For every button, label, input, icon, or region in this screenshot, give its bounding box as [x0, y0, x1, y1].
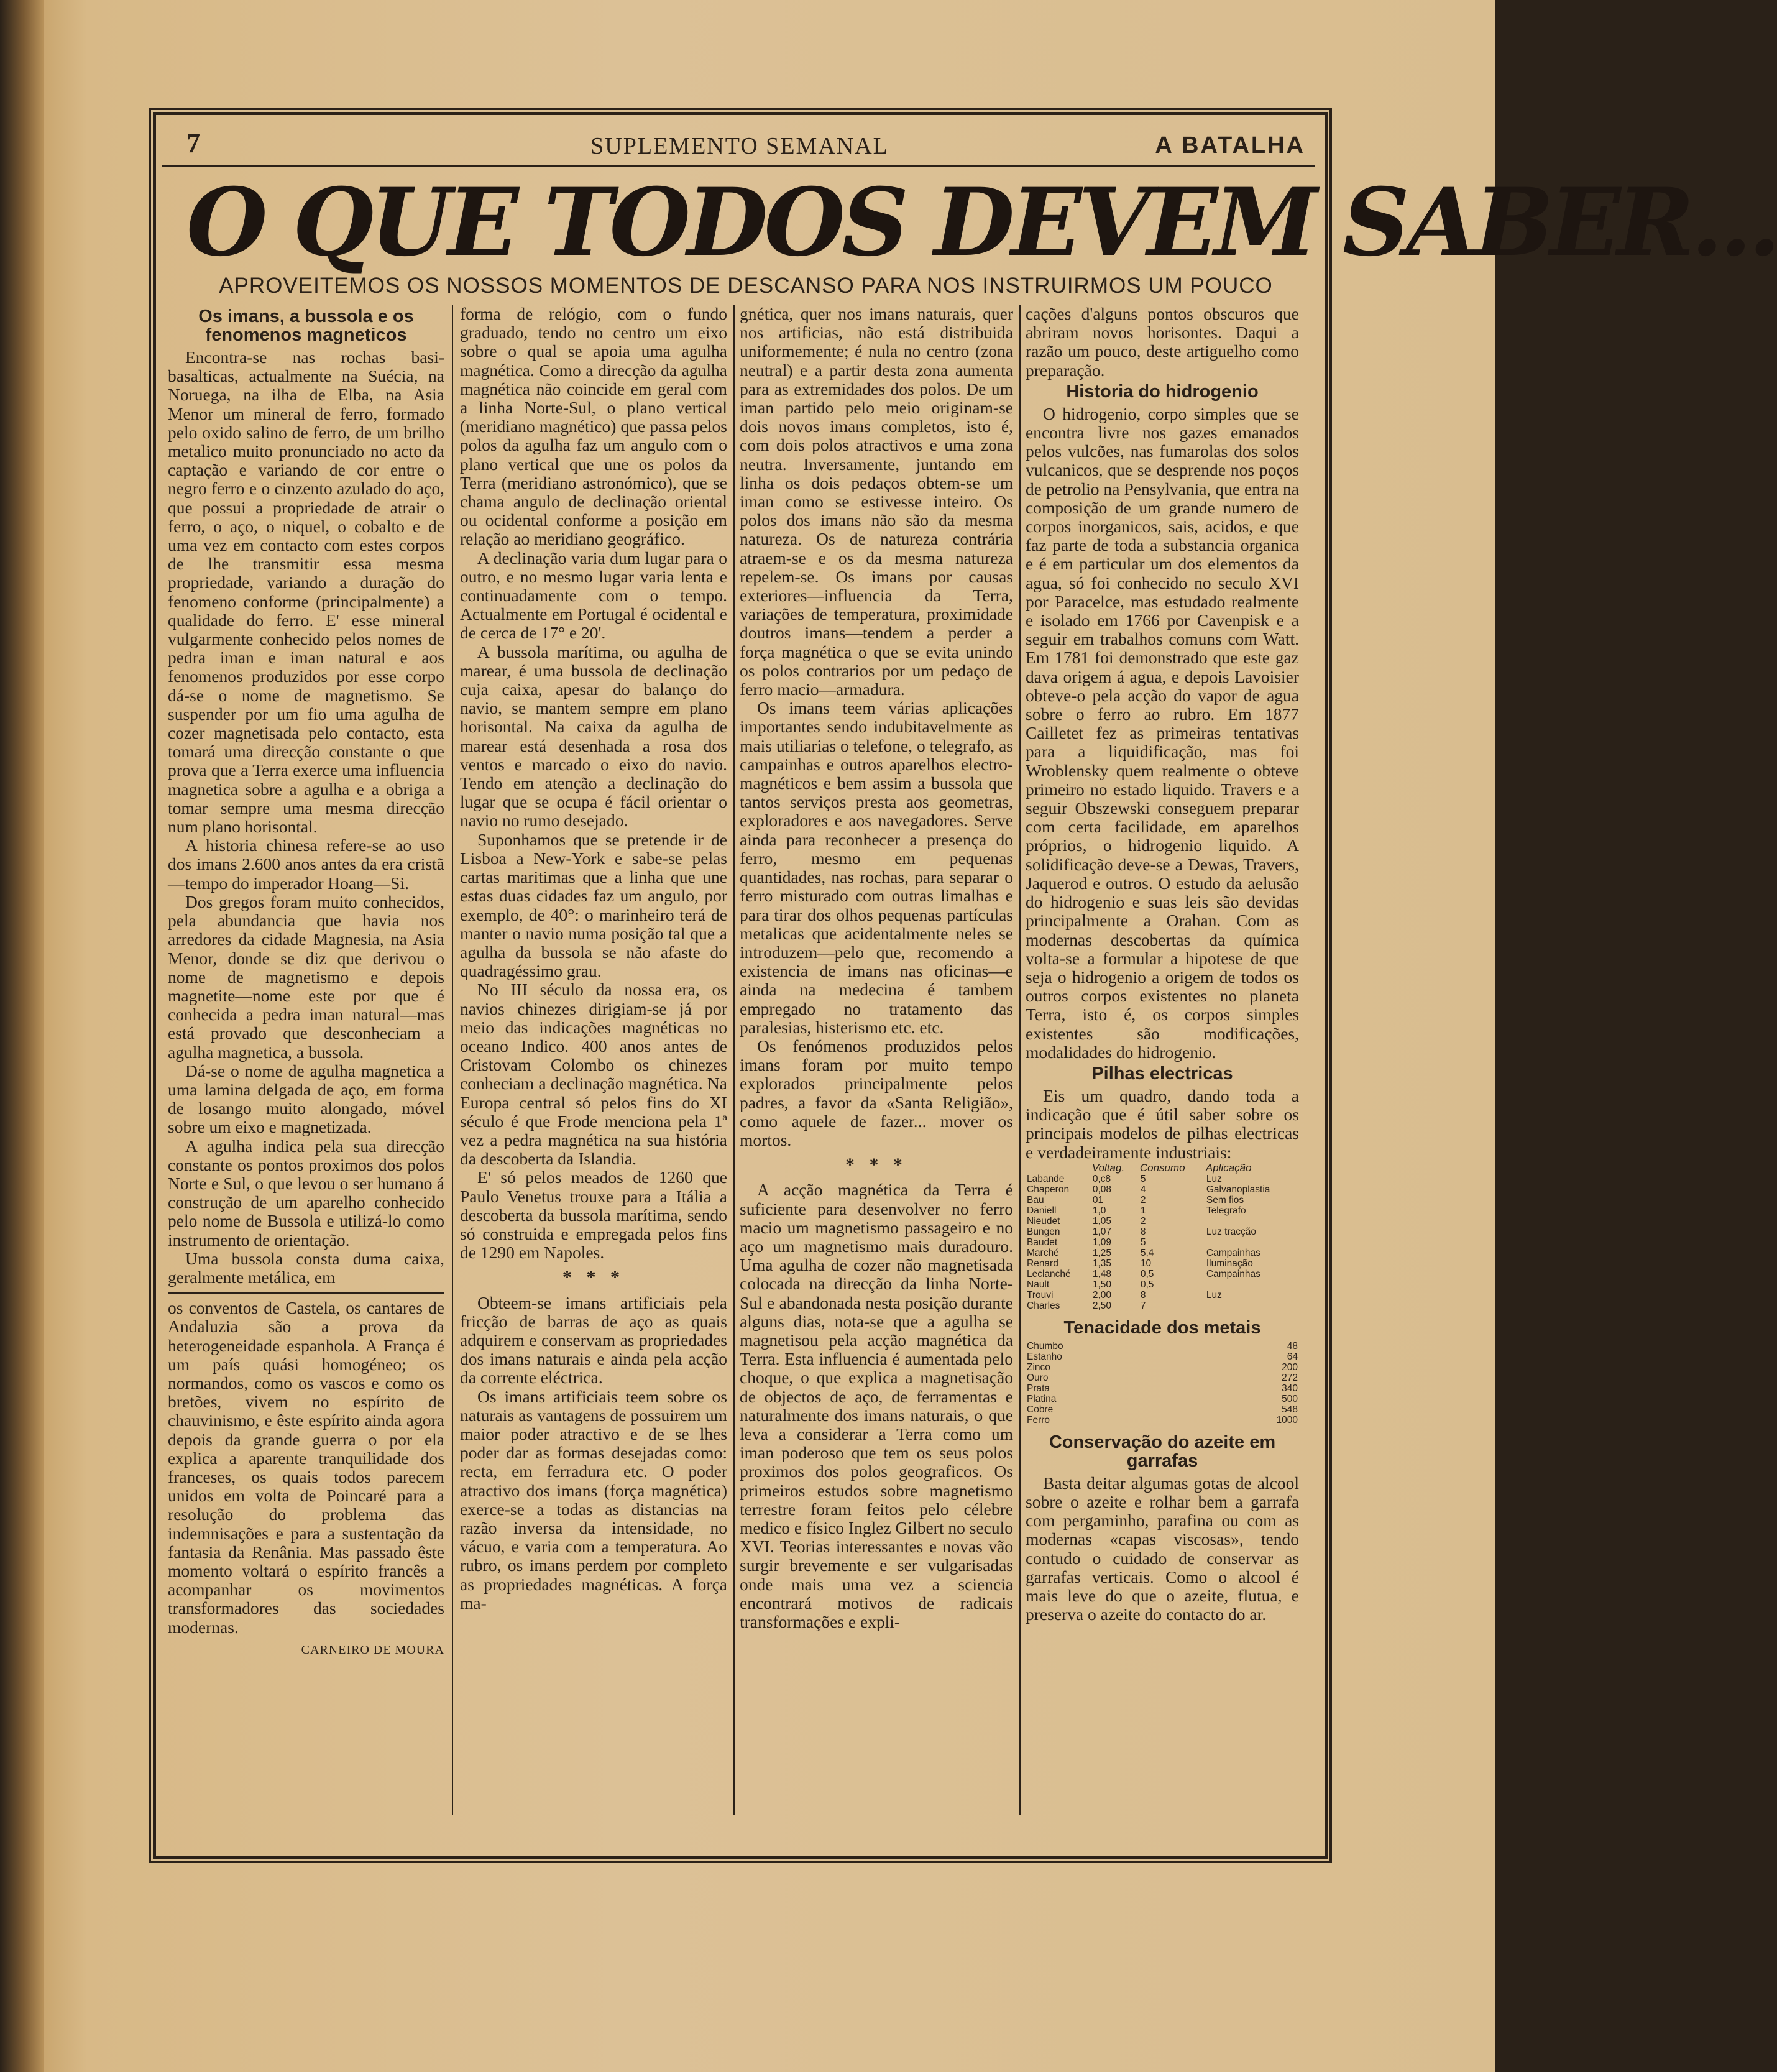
continued-article: os conventos de Castela, os cantares de Andaluzia são a prova da heterogeneidade espanhola. A França é um país quási homogéneo; os normandos, como os vascos e como os bretões, vivem no espírito de chauvinismo, e êste espírito ainda agora depois da grande guerra o por ela explica a aparente tranquilidade dos franceses, os quais todos parecem unidos em volta de Poincaré para a resolução do problema das indemnisações e para a sustentação da fantasia da Renânia. Mas passado êste momento voltará o espírito francês a acompanhar os movimentos transformadores das sociedades modernas. — [168, 1298, 444, 1637]
table-row — [1026, 1174, 1299, 1184]
column-1 — [168, 305, 444, 1821]
header-rule — [162, 165, 1315, 167]
paragraph: Uma bussola consta duma caixa, geralmente metálica, em — [168, 1248, 444, 1287]
paragraph: A agulha indica pela sua direcção constante os pontos proximos dos polos Norte e Sul, o que levou o ser humano á construção de um aparelho conhecido pelo nome de Bussola e utilizá-lo como instrumento de orientação. — [168, 1136, 444, 1250]
table-cell: Luz — [1206, 1173, 1222, 1184]
tenacity-table — [1026, 1341, 1299, 1425]
table-cell: 2 — [1140, 1194, 1146, 1205]
table-cell: 500 — [1282, 1393, 1298, 1404]
table-cell: 272 — [1282, 1372, 1298, 1383]
footer-rule — [153, 1856, 1328, 1858]
paragraph: A historia chinesa refere-se ao uso dos imans 2.600 anos antes da era cristã—tempo do imperador Hoang—Si. — [168, 836, 444, 893]
paragraph: gnética, quer nos imans naturais, quer nos artificias, não está distribuida uniformemente; é nula no centro (zona neutral) e a partir desta zona aumenta para as extremidades dos polos. De um iman partido pelo meio originam-se dois novos imans completos, isto é, com dois polos atractivos e uma zona neutra. Inversamente, juntando em linha os dois pedaços obtem-se um iman como se estivesse inteiro. Os polos dos imans não são da mesma natureza. Os de natureza contrária atraem-se e os da mesma natureza repelem-se. Os imans por causas exteriores—influencia da Terra, variações de temperatura, proximidade doutros imans—tendem a perder a força magnética o que se evita unindo os polos contrarios por um pedaço de ferro macio—armadura. — [740, 304, 1013, 699]
table-cell: Campainhas — [1206, 1247, 1260, 1258]
table-header-row — [1026, 1162, 1299, 1174]
table-cell: 1,0 — [1092, 1205, 1106, 1216]
table-cell: 0,08 — [1092, 1184, 1112, 1195]
table-cell: 64 — [1287, 1351, 1298, 1362]
table-row — [1026, 1269, 1299, 1279]
paragraph: cações d'alguns pontos obscuros que abriram novos horisontes. Daqui a razão um pouco, deste artiguelho como preparação. — [1026, 304, 1299, 380]
table-row — [1026, 1184, 1299, 1195]
table-header: Consumo — [1139, 1161, 1185, 1174]
table-cell: 7 — [1140, 1300, 1146, 1311]
table-row — [1026, 1383, 1299, 1394]
table-cell: Chaperon — [1027, 1184, 1070, 1195]
table-cell: 5,4 — [1140, 1247, 1154, 1258]
table-row — [1026, 1216, 1299, 1227]
newspaper-name: A BATALHA — [1155, 132, 1305, 159]
table-row — [1026, 1301, 1299, 1311]
paragraph: Suponhamos que se pretende ir de Lisboa a New-York e sabe-se pelas cartas maritimas que a linha que une estas duas cidades faz um angulo, por exemplo, de 40°: o marinheiro terá de manter o navio numa posição tal que a agulha da bussola se não afaste do quadragéssimo grau. — [460, 829, 727, 981]
table-cell: 10 — [1140, 1258, 1152, 1269]
paragraph: A acção magnética da Terra é suficiente para desenvolver no ferro macio um magnetismo passageiro e no aço um magnetismo mais duradouro. Uma agulha de cozer não magnetisada colocada na direcção da linha Norte-Sul e abandonada nesta posição durante alguns dias, nota-se que a agulha se magnetisou pela acção magnética da Terra. Esta influencia é aumentada pelo choque, o que explica a magnetisação de objectos de aço, de ferramentas e naturalmente dos imans naturais, o que leva a considerar a Terra como um iman poderoso que tem os seus polos proximos dos polos geograficos. Os primeiros estudos sobre magnetismo terrestre foram feitos pelo célebre medico e físico Inglez Gilbert no seculo XVI. Teorias interessantes e novas vão surgir brevemente e ser vulgarisadas onde mais uma vez a sciencia encontrará motivos de radicais transformações e expli- — [740, 1180, 1013, 1632]
hydrogen-title: Historia do hidrogenio — [1066, 381, 1259, 402]
table-cell: 548 — [1282, 1404, 1298, 1415]
table-row — [1026, 1248, 1299, 1258]
table-cell: Ferro — [1027, 1414, 1050, 1425]
table-cell: Campainhas — [1206, 1268, 1260, 1279]
table-header: Aplicação — [1205, 1161, 1252, 1174]
subheadline: APROVEITEMOS OS NOSSOS MOMENTOS DE DESCANSO PARA NOS INSTRUIRMOS UM POUCO — [219, 274, 1273, 298]
paragraph: E' só pelos meados de 1260 que Paulo Venetus trouxe para a Itália a descoberta da bussola marítima, sendo só construida e empregada pelos fins de 1290 em Napoles. — [460, 1167, 727, 1263]
column-4 — [1026, 305, 1299, 1821]
paragraph: O hidrogenio, corpo simples que se encontra livre nos gazes emanados pelos vulcões, nas fumarolas dos solos vulcanicos, que se desprende nos poços de petrolio na Pensylvania, que entra na composição de um grande numero de corpos inorganicos, sais, acidos, e que faz parte de toda a substancia organica e é em particular um dos elementos da agua, só foi conhecido no seculo XVI por Paracelce, mas estudado realmente e isolado em 1766 por Cavenpisk e a seguir em trabalhos comuns com Watt. Em 1781 foi demonstrado que este gaz dava origem á agua, e depois Lavoisier obteve-o pela acção do vapor de agua sobre o ferro ao rubro. Em 1877 Cailletet fez as primeiras tentativas para a liquidificação, mas foi Wroblensky quem realmente o obteve primeiro no estado liquido. Travers e a seguir Obszewski conseguem preparar com certa facilidade, em aparelhos próprios, o hidrogenio liquido. A solidificação deve-se a Dewas, Travers, Jaquerod e outros. O estudo da aelusão do hidrogenio e suas leis são devidas principalmente a Orahan. Com as modernas descobertas da química volta-se a formular a hipotese de que seja o hidrogenio a origem de todos os outros corpos existentes no planeta Terra, isto é, os corpos simples existentes são modificações, modalidades do hidrogenio. — [1026, 403, 1299, 1062]
table-row — [1026, 1279, 1299, 1290]
table-cell: Chumbo — [1027, 1340, 1063, 1351]
table-cell: Bungen — [1027, 1226, 1060, 1237]
table-cell: Charles — [1027, 1300, 1060, 1311]
table-cell: 1,48 — [1092, 1268, 1112, 1279]
table-cell: Renard — [1027, 1258, 1058, 1269]
paragraph: Obteem-se imans artificiais pela fricção de barras de aço as quais adquirem e conservam as propriedades dos imans naturais e ainda pela acção da corrente eléctrica. — [460, 1292, 727, 1388]
table-row — [1026, 1290, 1299, 1301]
table-cell: Prata — [1027, 1383, 1050, 1394]
table-cell: Baudet — [1027, 1236, 1058, 1248]
column-rule — [452, 305, 453, 1815]
article-title: Os imans, a bussola e os fenomenos magneticos — [198, 306, 414, 345]
table-row — [1026, 1341, 1299, 1351]
column-2 — [460, 305, 727, 1821]
batteries-table — [1026, 1162, 1299, 1311]
table-row — [1026, 1373, 1299, 1383]
table-cell: 340 — [1282, 1383, 1298, 1394]
table-cell: Sem fios — [1206, 1194, 1244, 1205]
table-row — [1026, 1362, 1299, 1373]
table-row — [1026, 1351, 1299, 1362]
table-cell: Zinco — [1027, 1361, 1050, 1373]
table-cell — [1205, 1237, 1299, 1248]
table-cell: 1,07 — [1092, 1226, 1112, 1237]
page-spine — [0, 0, 44, 2072]
table-cell: 1,35 — [1092, 1258, 1112, 1269]
table-row — [1026, 1195, 1299, 1205]
table-cell: 1,25 — [1092, 1247, 1112, 1258]
table-row — [1026, 1404, 1299, 1415]
table-cell: 0,5 — [1140, 1279, 1154, 1290]
table-cell: 2,00 — [1092, 1289, 1112, 1301]
table-row — [1026, 1227, 1299, 1237]
table-cell: Labande — [1027, 1173, 1065, 1184]
page-header — [174, 127, 1305, 165]
table-cell: 5 — [1140, 1173, 1146, 1184]
table-row — [1026, 1394, 1299, 1404]
table-header — [1026, 1162, 1091, 1174]
table-cell: Estanho — [1027, 1351, 1062, 1362]
table-cell: 1000 — [1276, 1414, 1298, 1425]
batteries-title: Pilhas electricas — [1091, 1063, 1233, 1084]
table-cell: Trouvi — [1027, 1289, 1054, 1301]
paragraph: forma de relógio, com o fundo graduado, tendo no centro um eixo sobre o qual se apoia uma agulha magnética. Como a direcção da agulha magnética não coincide em geral com a linha Norte-Sul, o plano vertical (meridiano magnético) que passa pelos polos da agulha faz um angulo com o plano vertical que une os polos da Terra (meridiano astronómico), que se chama angulo de declinação oriental ou ocidental conforme a posição em relação ao meridiano geográfico. — [460, 304, 727, 549]
table-cell: Cobre — [1027, 1404, 1054, 1415]
table-cell: Nieudet — [1027, 1215, 1060, 1227]
table-cell: Platina — [1027, 1393, 1057, 1404]
table-cell: Galvanoplastia — [1206, 1184, 1270, 1195]
batteries-table-body — [1026, 1174, 1299, 1311]
table-row — [1026, 1237, 1299, 1248]
table-cell: 4 — [1140, 1184, 1146, 1195]
paragraph: No III século da nossa era, os navios chinezes dirigiam-se já por meio das indicações magnéticas no oceano Indico. 400 anos antes de Cristovam Colombo os chinezes conheciam a declinação magnética. Na Europa central só pelos fins do XI século é que Frode menciona pela 1ª vez a pedra magnética na sua história da descoberta da Islandia. — [460, 980, 727, 1169]
paragraph: Dos gregos foram muito conhecidos, pela abundancia que havia nos arredores da cidade Magnesia, na Asia Menor, donde se diz que derivou o nome de magnetismo e depois magnetite—nome este por que é conhecida a pedra iman natural—mas está provado que desconheciam a agulha magnetica, a bussola. — [168, 891, 444, 1062]
table-cell: Bau — [1027, 1194, 1044, 1205]
table-cell — [1205, 1301, 1299, 1311]
table-cell: Leclanché — [1027, 1268, 1071, 1279]
supplement-title: SUPLEMENTO SEMANAL — [590, 133, 889, 159]
table-cell: Luz — [1206, 1289, 1222, 1301]
table-cell: 1,50 — [1092, 1279, 1112, 1290]
table-cell: Luz tracção — [1206, 1226, 1257, 1237]
paragraph: Os imans artificiais teem sobre os naturais as vantagens de possuirem um maior poder atractivo e de se lhes poder dar as formas desejadas como: recta, em ferradura etc. O poder atractivo dos imans (força magnética) exerce-se a todas as distancias na razão inversa da intensidade, no vácuo, e varia com a temperatura. Ao rubro, os imans perdem por completo as propriedades magnéticas. A força ma- — [460, 1386, 727, 1613]
section-divider — [168, 1292, 444, 1294]
paragraph: Dá-se o nome de agulha magnetica a uma lamina delgada de aço, em forma de losango muito alongado, móvel sobre um eixo e magnetizada. — [168, 1061, 444, 1137]
tenacity-title: Tenacidade dos metais — [1063, 1317, 1261, 1338]
column-rule — [733, 305, 735, 1815]
table-cell: 2,50 — [1092, 1300, 1112, 1311]
table-cell: Nault — [1027, 1279, 1050, 1290]
table-cell: 01 — [1092, 1194, 1104, 1205]
section-separator: * * * — [845, 1154, 907, 1176]
table-cell: 8 — [1140, 1289, 1146, 1301]
headline: O QUE TODOS DEVEM SABER... — [186, 168, 1777, 277]
paragraph: Os imans teem várias aplicações importantes sendo indubitavelmente as mais utiliarias o telefone, o telegrafo, as campainhas e outros aparelhos electro-magnéticos e bem assim a bussola que tantos serviços presta aos geometras, exploradores e aos navegadores. Serve ainda para reconhecer a presença do ferro, mesmo em pequenas quantidades, nas rochas, para separar o ferro misturado com outras limalhas e para tirar dos olhos pequenas partículas metalicas que acidentalmente neles se introduzem—pelo que, recomendo a existencia de imans nas oficinas—e ainda na medecina é tambem empregado no tratamento das paralesias, histerismo etc. etc. — [740, 698, 1013, 1037]
paragraph: Basta deitar algumas gotas de alcool sobre o azeite e rolhar bem a garrafa com pergaminho, parafina ou com as modernas «capas viscosas», tendo contudo o cuidado de conservar as garrafas verticais. Como o alcool é mais leve do que o azeite, flutua, e preserva o azeite do contacto do ar. — [1026, 1473, 1299, 1624]
table-cell: Daniell — [1027, 1205, 1057, 1216]
paragraph: Encontra-se nas rochas basi-basalticas, actualmente na Suécia, na Noruega, na ilha de Elba, na Asia Menor um mineral de ferro, formado pelo oxido salino de ferro, de um brilho metalico muito pronunciado no acto da captação e variando de cor entre o negro ferro e o cinzento azulado do aço, que possui a propriedade de atrair o ferro, o aço, o niquel, o cobalto e de uma vez em contacto com estes corpos de lhe transmitir essa mesma propriedade, variando a duração do fenomeno conforme (principalmente) a qualidade do ferro. E' esse mineral vulgarmente conhecido pelos nomes de pedra iman e iman natural e aos fenomenos produzidos por esse corpo dá-se o nome de magnetismo. Se suspender por um fio uma agulha de cozer magnetisada pelo contacto, esta tomará uma direcção constante o que prova que a Terra exerce uma influencia magnetica sobre a agulha e a obriga a tomar sempre uma mesma direcção num plano horisontal. — [168, 348, 444, 837]
table-cell — [1205, 1216, 1299, 1227]
table-header: Voltag. — [1091, 1161, 1125, 1174]
table-cell: Ouro — [1027, 1372, 1049, 1383]
section-separator: * * * — [562, 1267, 625, 1288]
paragraph: Eis um quadro, dando toda a indicação que é útil saber sobre os principais modelos de pilhas electricas e verdadeiramente industriais: — [1026, 1085, 1299, 1162]
table-row — [1026, 1258, 1299, 1269]
table-row — [1026, 1205, 1299, 1216]
table-cell — [1205, 1279, 1299, 1290]
page-number: 7 — [186, 128, 200, 159]
table-row — [1026, 1415, 1299, 1425]
column-rule — [1019, 305, 1021, 1815]
table-cell: 1,09 — [1092, 1236, 1112, 1248]
table-cell: 0,5 — [1140, 1268, 1154, 1279]
paragraph: Os fenómenos produzidos pelos imans foram por muito tempo explorados principalmente pelos padres, a favor da «Santa Religião», como aquele de fazer... mover os mortos. — [740, 1036, 1013, 1149]
paragraph: A declinação varia dum lugar para o outro, e no mesmo lugar varia lenta e continuadamente com o tempo. Actualmente em Portugal é ocidental e de cerca de 17° e 20'. — [460, 548, 727, 643]
tenacity-table-body — [1026, 1341, 1299, 1425]
table-cell: Telegrafo — [1206, 1205, 1246, 1216]
paragraph: A bussola marítima, ou agulha de marear, é uma bussola de declinação cuja caixa, apesar do balanço do navio, se mantem sempre em plano horisontal. Na caixa da agulha de marear está desenhada a rosa dos ventos e marcado o eixo do navio. Tendo em atenção a declinação do lugar que se ocupa é fácil orientar o navio no rumo desejado. — [460, 642, 727, 831]
author-signature: CARNEIRO DE MOURA — [301, 1642, 444, 1657]
table-cell: 0,c8 — [1092, 1173, 1111, 1184]
table-cell: 5 — [1140, 1236, 1146, 1248]
table-cell: Marché — [1027, 1247, 1059, 1258]
table-cell: 1 — [1140, 1205, 1146, 1216]
table-cell: 48 — [1287, 1340, 1298, 1351]
table-cell: 8 — [1140, 1226, 1146, 1237]
column-3 — [740, 305, 1013, 1821]
table-cell: 2 — [1140, 1215, 1146, 1227]
table-cell: 1,05 — [1092, 1215, 1112, 1227]
table-cell: 200 — [1282, 1361, 1298, 1373]
olive-oil-title: Conservação do azeite em garrafas — [1049, 1432, 1276, 1471]
table-cell: Iluminação — [1206, 1258, 1253, 1269]
